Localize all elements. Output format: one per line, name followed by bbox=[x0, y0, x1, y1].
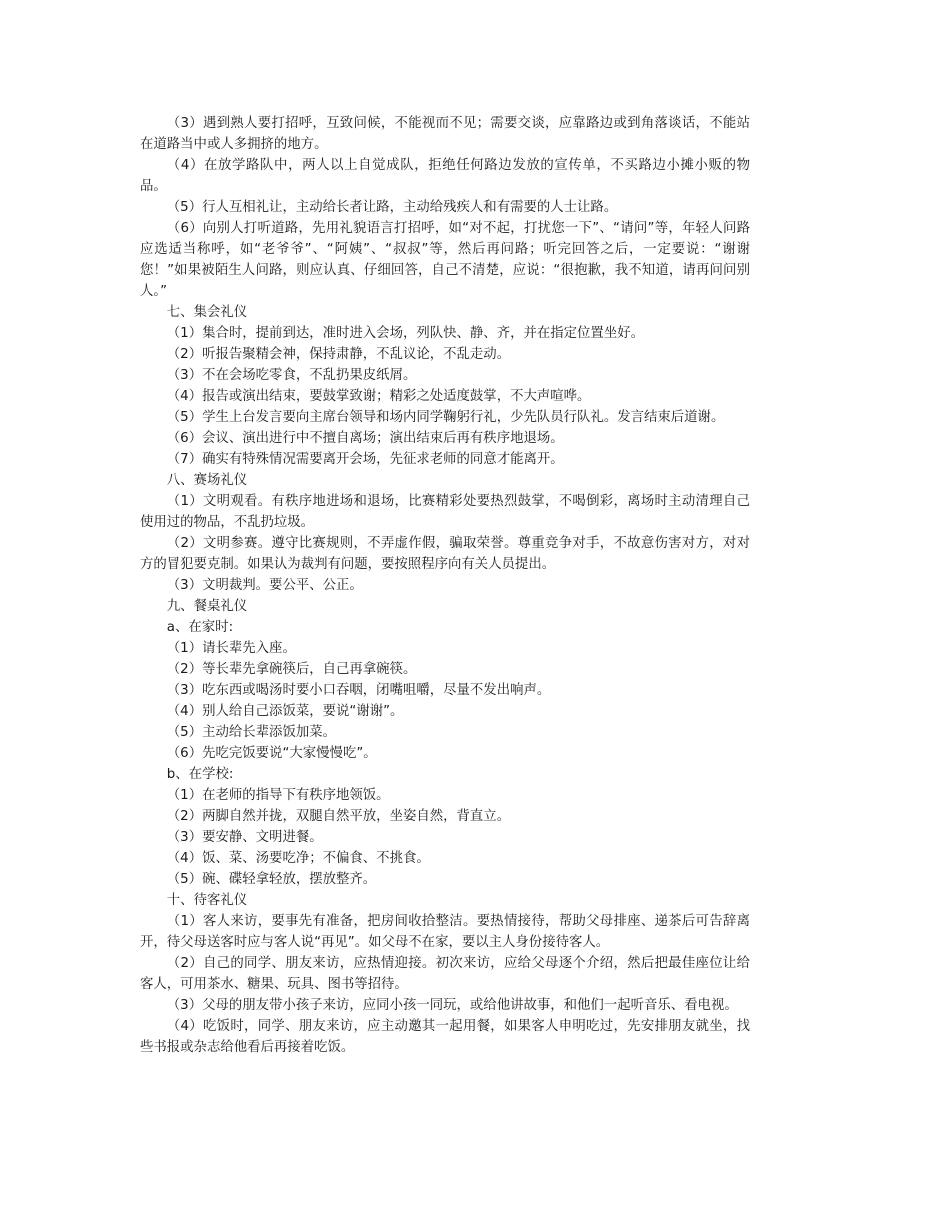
paragraph: （6）先吃完饭要说“大家慢慢吃”。 bbox=[166, 746, 377, 761]
section-heading: 八、赛场礼仪 bbox=[166, 473, 248, 488]
paragraph: （3）文明裁判。要公平、公正。 bbox=[166, 578, 363, 593]
paragraph: （3）遇到熟人要打招呼，互致问候，不能视而不见；需要交谈，应靠路边或到角落谈话，不能站在道路当中或人多拥挤的地方。 bbox=[140, 116, 750, 152]
paragraph: （5）主动给长辈添饭加菜。 bbox=[166, 725, 337, 740]
section-heading: 九、餐桌礼仪 bbox=[166, 599, 248, 614]
paragraph: （5）碗、碟轻拿轻放，摆放整齐。 bbox=[166, 872, 377, 887]
paragraph: （3）不在会场吃零食，不乱扔果皮纸屑。 bbox=[166, 368, 417, 383]
paragraph: （2）两脚自然并拢，双腿自然平放，坐姿自然，背直立。 bbox=[166, 809, 511, 824]
sub-heading: a、在家时: bbox=[166, 620, 234, 635]
paragraph: （4）报告或演出结束，要鼓掌致谢；精彩之处适度鼓掌，不大声喧哗。 bbox=[166, 389, 591, 404]
paragraph: （3）吃东西或喝汤时要小口吞咽，闭嘴咀嚼，尽量不发出响声。 bbox=[166, 683, 551, 698]
paragraph: （7）确实有特殊情况需要离开会场，先征求老师的同意才能离开。 bbox=[166, 452, 564, 467]
section-heading: 七、集会礼仪 bbox=[166, 305, 248, 320]
sub-heading: b、在学校: bbox=[166, 767, 234, 782]
paragraph: （2）文明参赛。遵守比赛规则，不弄虚作假，骗取荣誉。尊重竞争对手，不故意伤害对方，对对方的冒犯要克制。如果认为裁判有问题，要按照程序向有关人员提出。 bbox=[140, 536, 750, 572]
paragraph: （6）向别人打听道路，先用礼貌语言打招呼，如“对不起，打扰您一下”、“请问”等，年轻人问路应选适当称呼，如“老爷爷”、“阿姨”、“叔叔”等，然后再问路；听完回答之后，一定要说：“谢谢您！”如果被陌生人问路，则应认真、仔细回答，自己不清楚，应说：“很抱歉，我不知道，请再问问别人。” bbox=[140, 221, 750, 299]
paragraph: （2）听报告聚精会神，保持肃静，不乱议论，不乱走动。 bbox=[166, 347, 511, 362]
paragraph: （2）自己的同学、朋友来访，应热情迎接。初次来访，应给父母逐个介绍，然后把最佳座位让给客人，可用茶水、糖果、玩具、图书等招待。 bbox=[140, 956, 750, 992]
paragraph: （1）文明观看。有秩序地进场和退场，比赛精彩处要热烈鼓掌，不喝倒彩，离场时主动清理自己使用过的物品，不乱扔垃圾。 bbox=[140, 494, 750, 530]
paragraph: （4）别人给自己添饭菜，要说“谢谢”。 bbox=[166, 704, 404, 719]
paragraph: （3）要安静、文明进餐。 bbox=[166, 830, 323, 845]
paragraph: （5）行人互相礼让，主动给长者让路，主动给残疾人和有需要的人士让路。 bbox=[166, 200, 618, 215]
paragraph: （4）吃饭时，同学、朋友来访，应主动邀其一起用餐，如果客人申明吃过，先安排朋友就坐，找些书报或杂志给他看后再接着吃饭。 bbox=[140, 1019, 750, 1055]
paragraph: （1）在老师的指导下有秩序地领饭。 bbox=[166, 788, 390, 803]
paragraph: （5）学生上台发言要向主席台领导和场内同学鞠躬行礼，少先队员行队礼。发言结束后道谢。 bbox=[166, 410, 725, 425]
paragraph: （4）饭、菜、汤要吃净；不偏食、不挑食。 bbox=[166, 851, 430, 866]
paragraph: （3）父母的朋友带小孩子来访，应同小孩一同玩，或给他讲故事，和他们一起听音乐、看电视。 bbox=[166, 998, 738, 1013]
paragraph: （1）请长辈先入座。 bbox=[166, 641, 296, 656]
paragraph: （4）在放学路队中，两人以上自觉成队，拒绝任何路边发放的宣传单，不买路边小摊小贩的物品。 bbox=[140, 158, 750, 194]
paragraph: （2）等长辈先拿碗筷后，自己再拿碗筷。 bbox=[166, 662, 417, 677]
section-heading: 十、待客礼仪 bbox=[166, 893, 248, 908]
paragraph: （6）会议、演出进行中不擅自离场；演出结束后再有秩序地退场。 bbox=[166, 431, 564, 446]
paragraph: （1）客人来访，要事先有准备，把房间收拾整洁。要热情接待，帮助父母排座、递茶后可告辞离开，待父母送客时应与客人说“再见”。如父母不在家，要以主人身份接待客人。 bbox=[140, 914, 750, 950]
paragraph: （1）集合时，提前到达，准时进入会场，列队快、静、齐，并在指定位置坐好。 bbox=[166, 326, 644, 341]
